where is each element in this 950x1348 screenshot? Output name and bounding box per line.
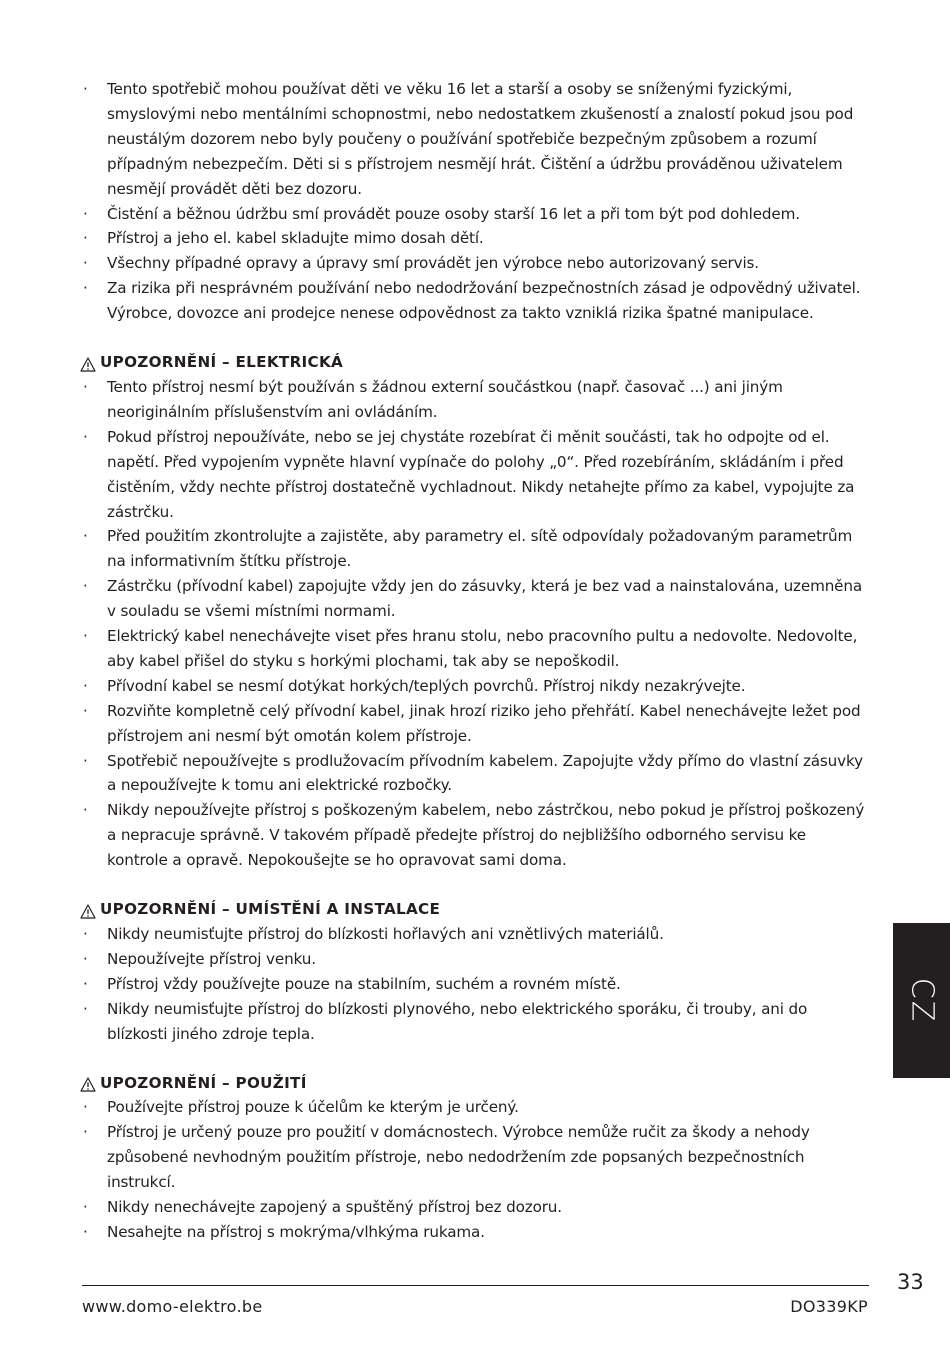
section-heading-text: UPOZORNĚNÍ – UMÍSTĚNÍ A INSTALACE	[100, 900, 441, 919]
footer-website: www.domo-elektro.be	[82, 1297, 263, 1316]
warning-icon	[80, 355, 96, 370]
list-item-text: Nikdy nepoužívejte přístroj s poškozeným kabelem, nebo zástrčkou, nebo pokud je přístroj poškozený a nepracuje správně. V takovém případě předejte přístroj do nejbližšího odborného servisu ke kontrole a opravě. Nepokoušejte se ho opravovat sami doma.	[107, 801, 865, 870]
list-item-text: Všechny případné opravy a úpravy smí provádět jen výrobce nebo autorizovaný servis.	[107, 254, 759, 273]
list-item	[80, 947, 870, 972]
list-item	[80, 1095, 870, 1120]
section-heading-text: UPOZORNĚNÍ – POUŽITÍ	[100, 1073, 307, 1092]
list-item	[80, 749, 870, 799]
list-item	[80, 1120, 870, 1195]
bullet-mark: ·	[83, 1198, 88, 1217]
bullet-mark: ·	[83, 999, 88, 1018]
bullet-mark: ·	[83, 801, 88, 820]
bullet-mark: ·	[83, 949, 88, 968]
list-item	[80, 624, 870, 674]
list-item-text: Nesahejte na přístroj s mokrýma/vlhkýma rukama.	[107, 1222, 485, 1241]
list-item-text: Rozviňte kompletně celý přívodní kabel, jinak hrozí riziko jeho přehřátí. Kabel nenechávejte ležet pod přístrojem ani nesmí být omotán kolem přístroje.	[107, 701, 861, 745]
list-item	[80, 972, 870, 997]
list-item	[80, 997, 870, 1047]
list-item	[80, 251, 870, 276]
bullet-mark: ·	[83, 1222, 88, 1241]
warning-icon	[80, 902, 96, 917]
bullet-mark: ·	[83, 974, 88, 993]
list-item	[80, 226, 870, 251]
list-item	[80, 798, 870, 873]
bullet-mark: ·	[83, 80, 88, 98]
footer-divider	[82, 1285, 869, 1286]
list-item	[80, 674, 870, 699]
section-heading	[80, 350, 870, 375]
list-item-text: Přístroj vždy používejte pouze na stabilním, suchém a rovném místě.	[107, 974, 621, 993]
list-item-text: Za rizika při nesprávném používání nebo nedodržování bezpečnostních zásad je odpovědný uživatel. Výrobce, dovozce ani prodejce nenese odpovědnost za takto vzniklá rizika špatné manipulace.	[107, 279, 861, 323]
list-item-text: Přístroj a jeho el. kabel skladujte mimo dosah dětí.	[107, 229, 484, 248]
bullet-mark: ·	[83, 925, 88, 943]
bullet-mark: ·	[83, 527, 88, 546]
bullet-list	[80, 77, 870, 326]
bullet-mark: ·	[83, 427, 88, 446]
warning-icon	[80, 1075, 96, 1090]
bullet-mark: ·	[83, 577, 88, 596]
bullet-mark: ·	[83, 701, 88, 720]
list-item-text: Tento spotřebič mohou používat děti ve věku 16 let a starší a osoby se sníženými fyzickými, smyslovými nebo mentálními schopnostmi, nebo nedostatkem zkušeností a znalostí pokud jsou pod neustálým dozorem nebo byly poučeny o používání spotřebiče bezpečným způsobem a rozumí případným nebezpečím. Děti si s přístrojem nesmějí hrát. Čištění a údržbu prováděnou uživatelem nesmějí provádět děti bez dozoru.	[107, 80, 854, 198]
list-item	[80, 202, 870, 227]
bullet-mark: ·	[83, 279, 88, 298]
list-item	[80, 425, 870, 525]
list-item-text: Používejte přístroj pouze k účelům ke kterým je určený.	[107, 1098, 519, 1117]
section-heading	[80, 897, 870, 922]
list-item	[80, 524, 870, 574]
bullet-mark: ·	[83, 377, 88, 396]
bullet-mark: ·	[83, 751, 88, 770]
list-item-text: Nikdy neumisťujte přístroj do blízkosti hořlavých ani vznětlivých materiálů.	[107, 925, 664, 943]
bullet-list	[80, 375, 870, 873]
list-item-text: Nikdy neumisťujte přístroj do blízkosti plynového, nebo elektrického sporáku, či trouby, ani do blízkosti jiného zdroje tepla.	[107, 999, 808, 1043]
list-item	[80, 375, 870, 425]
bullet-mark: ·	[83, 1098, 88, 1117]
footer-model: DO339KP	[790, 1297, 868, 1316]
list-item	[80, 1195, 870, 1220]
section-heading	[80, 1071, 870, 1096]
page-number: 33	[897, 1270, 924, 1294]
bullet-list	[80, 922, 870, 1047]
list-item	[80, 1220, 870, 1245]
bullet-mark: ·	[83, 1123, 88, 1142]
list-item-text: Elektrický kabel nenechávejte viset přes hranu stolu, nebo pracovního pultu a nedovolte. Nedovolte, aby kabel přišel do styku s horkými plochami, tak aby se nepoškodil.	[107, 627, 858, 670]
list-item-text: Nepoužívejte přístroj venku.	[107, 949, 316, 968]
bullet-mark: ·	[83, 254, 88, 273]
bullet-mark: ·	[83, 676, 88, 695]
list-item-text: Pokud přístroj nepoužíváte, nebo se jej chystáte rozebírat či měnit součásti, tak ho odpojte od el. napětí. Před vypojením vypněte hlavní vypínače do polohy „0“. Před rozebíráním, skládáním i před čistěním, vždy nechte přístroj dostatečně vychladnout. Nikdy netahejte přímo za kabel, vypojujte za zástrčku.	[107, 427, 855, 521]
language-tab-label: CZ	[904, 977, 939, 1024]
list-item	[80, 922, 870, 947]
list-item-text: Před použitím zkontrolujte a zajistěte, aby parametry el. sítě odpovídaly požadovaným parametrům na informativním štítku přístroje.	[107, 527, 853, 571]
document-body	[80, 77, 870, 1245]
list-item	[80, 276, 870, 326]
list-item-text: Nikdy nenechávejte zapojený a spuštěný přístroj bez dozoru.	[107, 1198, 562, 1217]
list-item-text: Tento přístroj nesmí být používán s žádnou externí součástkou (např. časovač ...) ani jiným neoriginálním příslušenstvím ani ovládáním.	[107, 377, 783, 421]
list-item-text: Přístroj je určený pouze pro použití v domácnostech. Výrobce nemůže ručit za škody a nehody způsobené nevhodným použitím přístroje, nebo nedodržením zde popsaných bezpečnostních instrukcí.	[107, 1123, 810, 1192]
list-item	[80, 699, 870, 749]
bullet-list	[80, 1095, 870, 1244]
bullet-mark: ·	[83, 627, 88, 646]
list-item-text: Čistění a běžnou údržbu smí provádět pouze osoby starší 16 let a při tom být pod dohledem.	[107, 204, 800, 223]
bullet-mark: ·	[83, 204, 88, 223]
list-item-text: Zástrčku (přívodní kabel) zapojujte vždy jen do zásuvky, která je bez vad a nainstalována, uzemněna v souladu se všemi místními normami.	[107, 577, 863, 621]
language-tab	[893, 923, 950, 1078]
list-item	[80, 77, 870, 202]
list-item	[80, 574, 870, 624]
list-item-text: Spotřebič nepoužívejte s prodlužovacím přívodním kabelem. Zapojujte vždy přímo do vlastní zásuvky a nepoužívejte k tomu ani elektrické rozbočky.	[107, 751, 863, 795]
list-item-text: Přívodní kabel se nesmí dotýkat horkých/teplých povrchů. Přístroj nikdy nezakrývejte.	[107, 676, 746, 695]
bullet-mark: ·	[83, 229, 88, 248]
section-heading-text: UPOZORNĚNÍ – ELEKTRICKÁ	[100, 353, 344, 372]
